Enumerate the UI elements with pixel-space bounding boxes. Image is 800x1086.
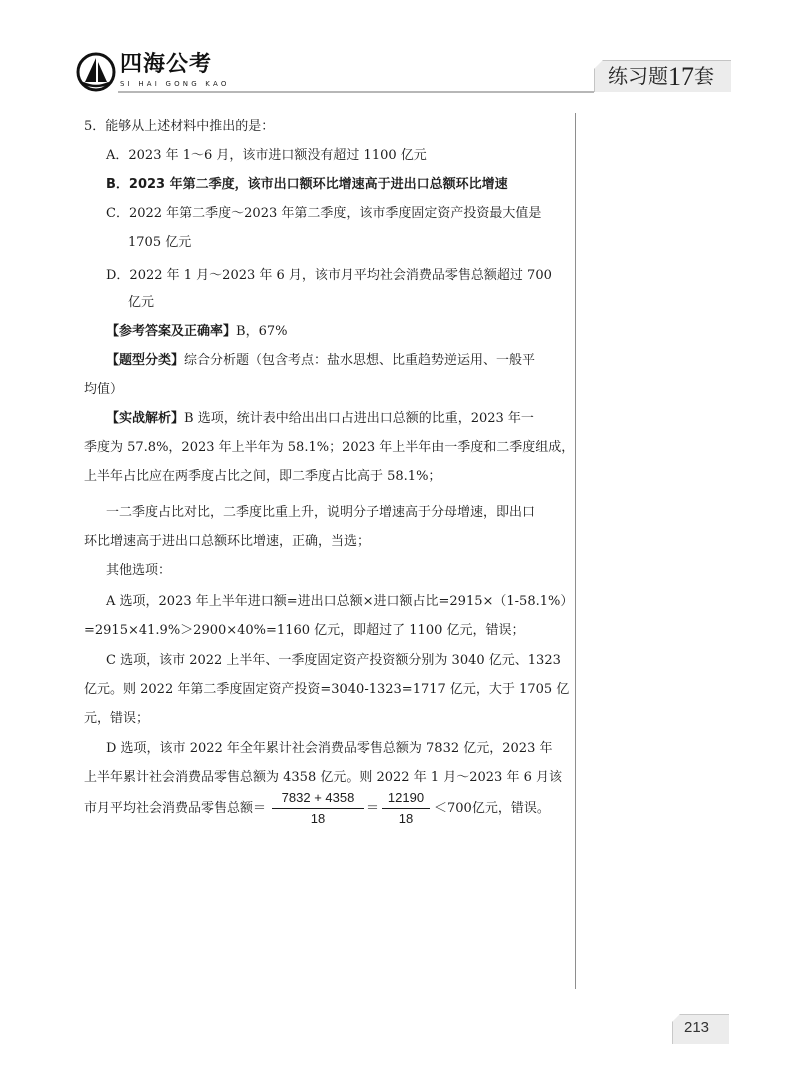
analysis-line-3: 上半年占比应在两季度占比之间，即二季度占比高于 58.1%； (84, 469, 442, 484)
analysis-line-2: 季度为 57.8%，2023 年上半年为 58.1%；2023 年上半年由一季度和二季度组成， (84, 440, 575, 455)
section-title (608, 63, 714, 90)
option-c-line-2: 1705 亿元 (128, 235, 192, 250)
margin-rule (575, 113, 576, 989)
other-options-heading: 其他选项： (106, 563, 172, 578)
brand-subtitle: SI HAI GONG KAO (120, 80, 230, 88)
answer-value: B，67% (236, 324, 288, 339)
category-text: 综合分析题（包含考点：盐水思想、比重趋势逆运用、一般平 (184, 353, 536, 368)
analysis-c-line-3: 元，错误； (84, 711, 150, 726)
fraction-2 (382, 790, 430, 827)
fraction-1 (272, 790, 364, 827)
category-line-2: 均值） (84, 382, 124, 397)
section-suffix: 套 (694, 64, 714, 88)
analysis-d-line-3-suffix: ＜700亿元，错误。 (434, 801, 550, 816)
analysis-line-4: 一二季度占比对比，二季度比重上升，说明分子增速高于分母增速，即出口 (106, 505, 536, 520)
fraction-2-bar (382, 808, 430, 809)
fraction-2-denominator: 18 (398, 811, 414, 826)
analysis-c-line-2: 亿元。则 2022 年第二季度固定资产投资=3040-1323=1717 亿元，大于 1705 亿 (84, 682, 570, 697)
option-a: A．2023 年 1～6 月，该市进口额没有超过 1100 亿元 (106, 148, 427, 163)
section-prefix: 练习题 (608, 64, 668, 88)
analysis-text: B 选项，统计表中给出出口占进出口总额的比重，2023 年一 (184, 411, 534, 426)
option-d-line-2: 亿元 (128, 295, 155, 310)
analysis-d-line-1: D 选项，该市 2022 年全年累计社会消费品零售总额为 7832 亿元，2023 年 (106, 741, 553, 756)
brand-name: 四海公考 (120, 52, 213, 77)
category-line-1 (106, 352, 535, 370)
analysis-d-line-2: 上半年累计社会消费品零售总额为 4358 亿元。则 2022 年 1 月～2023 年 6 月该 (84, 770, 562, 785)
option-c-line-1: C．2022 年第二季度～2023 年第二季度，该市季度固定资产投资最大值是 (106, 206, 542, 221)
section-number: 17 (668, 62, 694, 91)
analysis-line-5: 环比增速高于进出口总额环比增速，正确，当选； (84, 534, 371, 549)
analysis-a-line-1: A 选项，2023 年上半年进口额=进出口总额×进口额占比=2915×（1-58.1%） (106, 594, 574, 609)
option-d-line-1: D．2022 年 1 月～2023 年 6 月，该市月平均社会消费品零售总额超过 700 (106, 268, 552, 283)
equals-sign: ＝ (366, 801, 380, 816)
analysis-a-line-2: =2915×41.9%＞2900×40%=1160 亿元，即超过了 1100 亿元，错误； (84, 623, 525, 638)
analysis-d-line-3-prefix: 市月平均社会消费品零售总额＝ (84, 801, 267, 816)
analysis-c-line-1: C 选项，该市 2022 上半年、一季度固定资产投资额分别为 3040 亿元、1323 (106, 653, 561, 668)
answer-line (106, 323, 287, 341)
fraction-1-bar (272, 808, 364, 809)
header-divider (118, 91, 594, 93)
answer-label: 【参考答案及正确率】 (106, 324, 237, 339)
page-number: 213 (684, 1019, 710, 1036)
analysis-line-1 (106, 410, 534, 428)
fraction-2-numerator: 12190 (387, 790, 425, 805)
category-label: 【题型分类】 (106, 353, 185, 368)
analysis-label: 【实战解析】 (106, 411, 185, 426)
fraction-1-denominator: 18 (310, 811, 326, 826)
fraction-1-numerator: 7832 + 4358 (281, 790, 355, 805)
sailboat-logo-icon (76, 52, 116, 92)
option-b: B．2023 年第二季度，该市出口额环比增速高于进出口总额环比增速 (106, 177, 508, 192)
question-stem: 5．能够从上述材料中推出的是： (84, 119, 275, 134)
